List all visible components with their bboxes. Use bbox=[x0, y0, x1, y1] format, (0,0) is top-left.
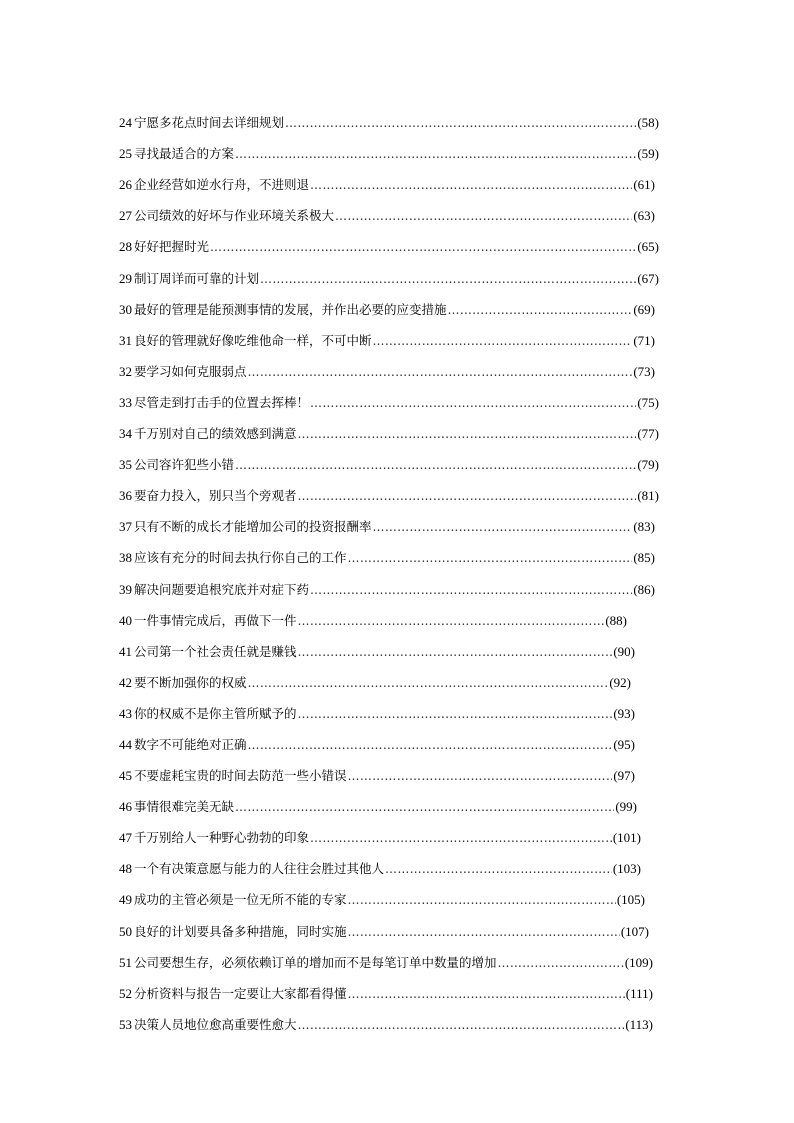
toc-entry-page: (79) bbox=[637, 457, 659, 473]
dot-leader bbox=[310, 830, 612, 846]
toc-entry-number: 43 bbox=[119, 705, 132, 721]
toc-entry bbox=[119, 287, 655, 318]
dot-leader bbox=[248, 675, 609, 691]
toc-entry bbox=[119, 193, 655, 224]
toc-entry bbox=[119, 629, 635, 660]
toc-entry-number: 36 bbox=[119, 488, 132, 504]
toc-entry bbox=[119, 162, 655, 193]
toc-entry bbox=[119, 100, 659, 131]
toc-entry-page: (85) bbox=[633, 550, 655, 566]
toc-entry-number: 24 bbox=[119, 115, 132, 131]
toc-entry bbox=[119, 566, 655, 597]
toc-entry-page: (99) bbox=[615, 799, 637, 815]
toc-entry-page: (59) bbox=[637, 146, 659, 162]
toc-entry-title: 寻找最适合的方案 bbox=[134, 146, 235, 162]
toc-entry bbox=[119, 753, 635, 784]
toc-entry bbox=[119, 473, 659, 504]
toc-entry-number: 44 bbox=[119, 736, 132, 752]
toc-entry-page: (61) bbox=[633, 177, 655, 193]
toc-entry-number: 26 bbox=[119, 177, 132, 193]
dot-leader bbox=[310, 582, 632, 598]
toc-entry-page: (105) bbox=[616, 892, 645, 908]
toc-entry-page: (63) bbox=[633, 208, 655, 224]
dot-leader bbox=[348, 986, 625, 1002]
toc-entry-number: 28 bbox=[119, 239, 132, 255]
toc-entry-page: (101) bbox=[612, 830, 641, 846]
toc-entry-page: (71) bbox=[633, 332, 655, 348]
dot-leader bbox=[373, 333, 633, 349]
toc-entry-title: 尽管走到打击手的位置去挥棒！ bbox=[134, 394, 310, 410]
dot-leader bbox=[298, 426, 637, 442]
toc-entry-title: 公司绩效的好坏与作业环境关系极大 bbox=[134, 208, 335, 224]
toc-entry-title: 要不断加强你的权威 bbox=[134, 674, 247, 690]
toc-entry-page: (67) bbox=[637, 270, 659, 286]
toc-entry bbox=[119, 131, 659, 162]
dot-leader bbox=[348, 924, 620, 940]
dot-leader bbox=[348, 892, 616, 908]
toc-entry-title: 数字不可能绝对正确 bbox=[134, 736, 247, 752]
toc-entry bbox=[119, 1002, 653, 1033]
toc-entry-page: (92) bbox=[609, 674, 631, 690]
toc-entry-page: (95) bbox=[613, 736, 635, 752]
dot-leader bbox=[248, 364, 633, 380]
toc-entry-title: 一个有决策意愿与能力的人往往会胜过其他人 bbox=[134, 861, 385, 877]
toc-entry bbox=[119, 380, 659, 411]
toc-entry-number: 39 bbox=[119, 581, 132, 597]
dot-leader bbox=[310, 177, 632, 193]
dot-leader bbox=[298, 613, 605, 629]
toc-entry bbox=[119, 971, 653, 1002]
toc-entry bbox=[119, 349, 655, 380]
toc-entry-title: 分析资料与报告一定要让大家都看得懂 bbox=[134, 985, 347, 1001]
toc-entry-page: (111) bbox=[625, 985, 653, 1001]
toc-entry-title: 良好的计划要具备多种措施，同时实施 bbox=[134, 923, 347, 939]
toc-entry-title: 应该有充分的时间去执行你自己的工作 bbox=[134, 550, 347, 566]
toc-entry-number: 46 bbox=[119, 799, 132, 815]
toc-entry-title: 企业经营如逆水行舟，不进则退 bbox=[134, 177, 310, 193]
dot-leader bbox=[235, 146, 636, 162]
toc-entry-title: 宁愿多花点时间去详细规划 bbox=[134, 115, 285, 131]
dot-leader bbox=[298, 644, 613, 660]
dot-leader bbox=[298, 488, 637, 504]
toc-entry-number: 34 bbox=[119, 426, 132, 442]
dot-leader bbox=[385, 861, 612, 877]
toc-entry-title: 公司要想生存，必须依赖订单的增加而不是每笔订单中数量的增加 bbox=[134, 954, 497, 970]
toc-entry-title: 要学习如何克服弱点 bbox=[134, 363, 247, 379]
toc-entry-number: 51 bbox=[119, 954, 132, 970]
toc-entry-title: 制订周详而可靠的计划 bbox=[134, 270, 260, 286]
dot-leader bbox=[235, 799, 614, 815]
toc-entry-title: 要奋力投入，别只当个旁观者 bbox=[134, 488, 297, 504]
toc-entry-title: 最好的管理是能预测事情的发展，并作出必要的应变措施 bbox=[134, 301, 447, 317]
toc-entry bbox=[119, 255, 659, 286]
dot-leader bbox=[448, 302, 633, 318]
toc-entry bbox=[119, 318, 655, 349]
dot-leader bbox=[285, 115, 636, 131]
toc-entry bbox=[119, 411, 659, 442]
toc-entry bbox=[119, 535, 655, 566]
toc-entry-title: 不要虚耗宝贵的时间去防范一些小错误 bbox=[134, 768, 347, 784]
toc-entry-number: 27 bbox=[119, 208, 132, 224]
dot-leader bbox=[298, 706, 613, 722]
toc-entry-page: (97) bbox=[613, 768, 635, 784]
toc-entry-title: 决策人员地位愈高重要性愈大 bbox=[134, 1016, 297, 1032]
toc-entry-title: 只有不断的成长才能增加公司的投资报酬率 bbox=[134, 519, 372, 535]
dot-leader bbox=[498, 955, 624, 971]
toc-entry-title: 好好把握时光 bbox=[134, 239, 210, 255]
dot-leader bbox=[235, 457, 636, 473]
toc-entry bbox=[119, 660, 631, 691]
toc-entry-title: 公司第一个社会责任就是赚钱 bbox=[134, 643, 297, 659]
dot-leader bbox=[373, 519, 633, 535]
toc-entry-title: 良好的管理就好像吃维他命一样，不可中断 bbox=[134, 332, 372, 348]
toc-entry bbox=[119, 846, 641, 877]
toc-entry bbox=[119, 877, 645, 908]
toc-entry bbox=[119, 224, 659, 255]
dot-leader bbox=[298, 1017, 625, 1033]
toc-entry-number: 41 bbox=[119, 643, 132, 659]
toc-entry-number: 37 bbox=[119, 519, 132, 535]
dot-leader bbox=[310, 395, 636, 411]
toc-entry-number: 40 bbox=[119, 612, 132, 628]
toc-entry-page: (109) bbox=[624, 954, 653, 970]
toc-entry-page: (73) bbox=[633, 363, 655, 379]
toc-entry-number: 25 bbox=[119, 146, 132, 162]
toc-entry-number: 50 bbox=[119, 923, 132, 939]
dot-leader bbox=[348, 550, 633, 566]
toc-entry-number: 45 bbox=[119, 768, 132, 784]
toc-entry bbox=[119, 598, 627, 629]
toc-entry-title: 成功的主管必须是一位无所不能的专家 bbox=[134, 892, 347, 908]
toc-entry-page: (88) bbox=[605, 612, 627, 628]
toc-entry-page: (69) bbox=[633, 301, 655, 317]
toc-entry-title: 公司容许犯些小错 bbox=[134, 457, 235, 473]
toc-entry bbox=[119, 722, 635, 753]
toc-entry-number: 32 bbox=[119, 363, 132, 379]
dot-leader bbox=[335, 208, 632, 224]
toc-entry-page: (81) bbox=[637, 488, 659, 504]
toc-entry-number: 53 bbox=[119, 1016, 132, 1032]
toc-entry bbox=[119, 504, 655, 535]
table-of-contents bbox=[119, 100, 659, 1033]
toc-entry-page: (107) bbox=[620, 923, 649, 939]
toc-entry-page: (93) bbox=[613, 705, 635, 721]
toc-entry-number: 47 bbox=[119, 830, 132, 846]
toc-entry-page: (86) bbox=[633, 581, 655, 597]
toc-entry bbox=[119, 908, 649, 939]
toc-entry-title: 千万别对自己的绩效感到满意 bbox=[134, 426, 297, 442]
toc-entry-number: 48 bbox=[119, 861, 132, 877]
toc-entry-number: 29 bbox=[119, 270, 132, 286]
toc-entry-page: (65) bbox=[637, 239, 659, 255]
toc-entry-page: (83) bbox=[633, 519, 655, 535]
dot-leader bbox=[248, 737, 613, 753]
toc-entry-title: 千万别给人一种野心勃勃的印象 bbox=[134, 830, 310, 846]
toc-entry-page: (58) bbox=[637, 115, 659, 131]
toc-entry-title: 你的权威不是你主管所赋予的 bbox=[134, 705, 297, 721]
toc-entry-number: 49 bbox=[119, 892, 132, 908]
toc-entry-number: 31 bbox=[119, 332, 132, 348]
toc-entry-title: 一件事情完成后，再做下一件 bbox=[134, 612, 297, 628]
toc-entry-page: (90) bbox=[613, 643, 635, 659]
dot-leader bbox=[210, 239, 636, 255]
toc-entry-page: (103) bbox=[612, 861, 641, 877]
toc-entry-number: 30 bbox=[119, 301, 132, 317]
toc-entry-number: 42 bbox=[119, 674, 132, 690]
toc-entry-title: 事情很难完美无缺 bbox=[134, 799, 235, 815]
toc-entry-number: 33 bbox=[119, 394, 132, 410]
toc-entry bbox=[119, 691, 635, 722]
toc-entry-title: 解决问题要追根究底并对症下药 bbox=[134, 581, 310, 597]
toc-entry bbox=[119, 442, 659, 473]
dot-leader bbox=[260, 271, 636, 287]
dot-leader bbox=[348, 768, 613, 784]
toc-entry bbox=[119, 815, 641, 846]
toc-entry-page: (77) bbox=[637, 426, 659, 442]
toc-entry bbox=[119, 784, 637, 815]
toc-entry-number: 38 bbox=[119, 550, 132, 566]
toc-entry bbox=[119, 940, 653, 971]
toc-entry-number: 52 bbox=[119, 985, 132, 1001]
toc-entry-number: 35 bbox=[119, 457, 132, 473]
toc-entry-page: (113) bbox=[625, 1016, 653, 1032]
toc-entry-page: (75) bbox=[637, 394, 659, 410]
